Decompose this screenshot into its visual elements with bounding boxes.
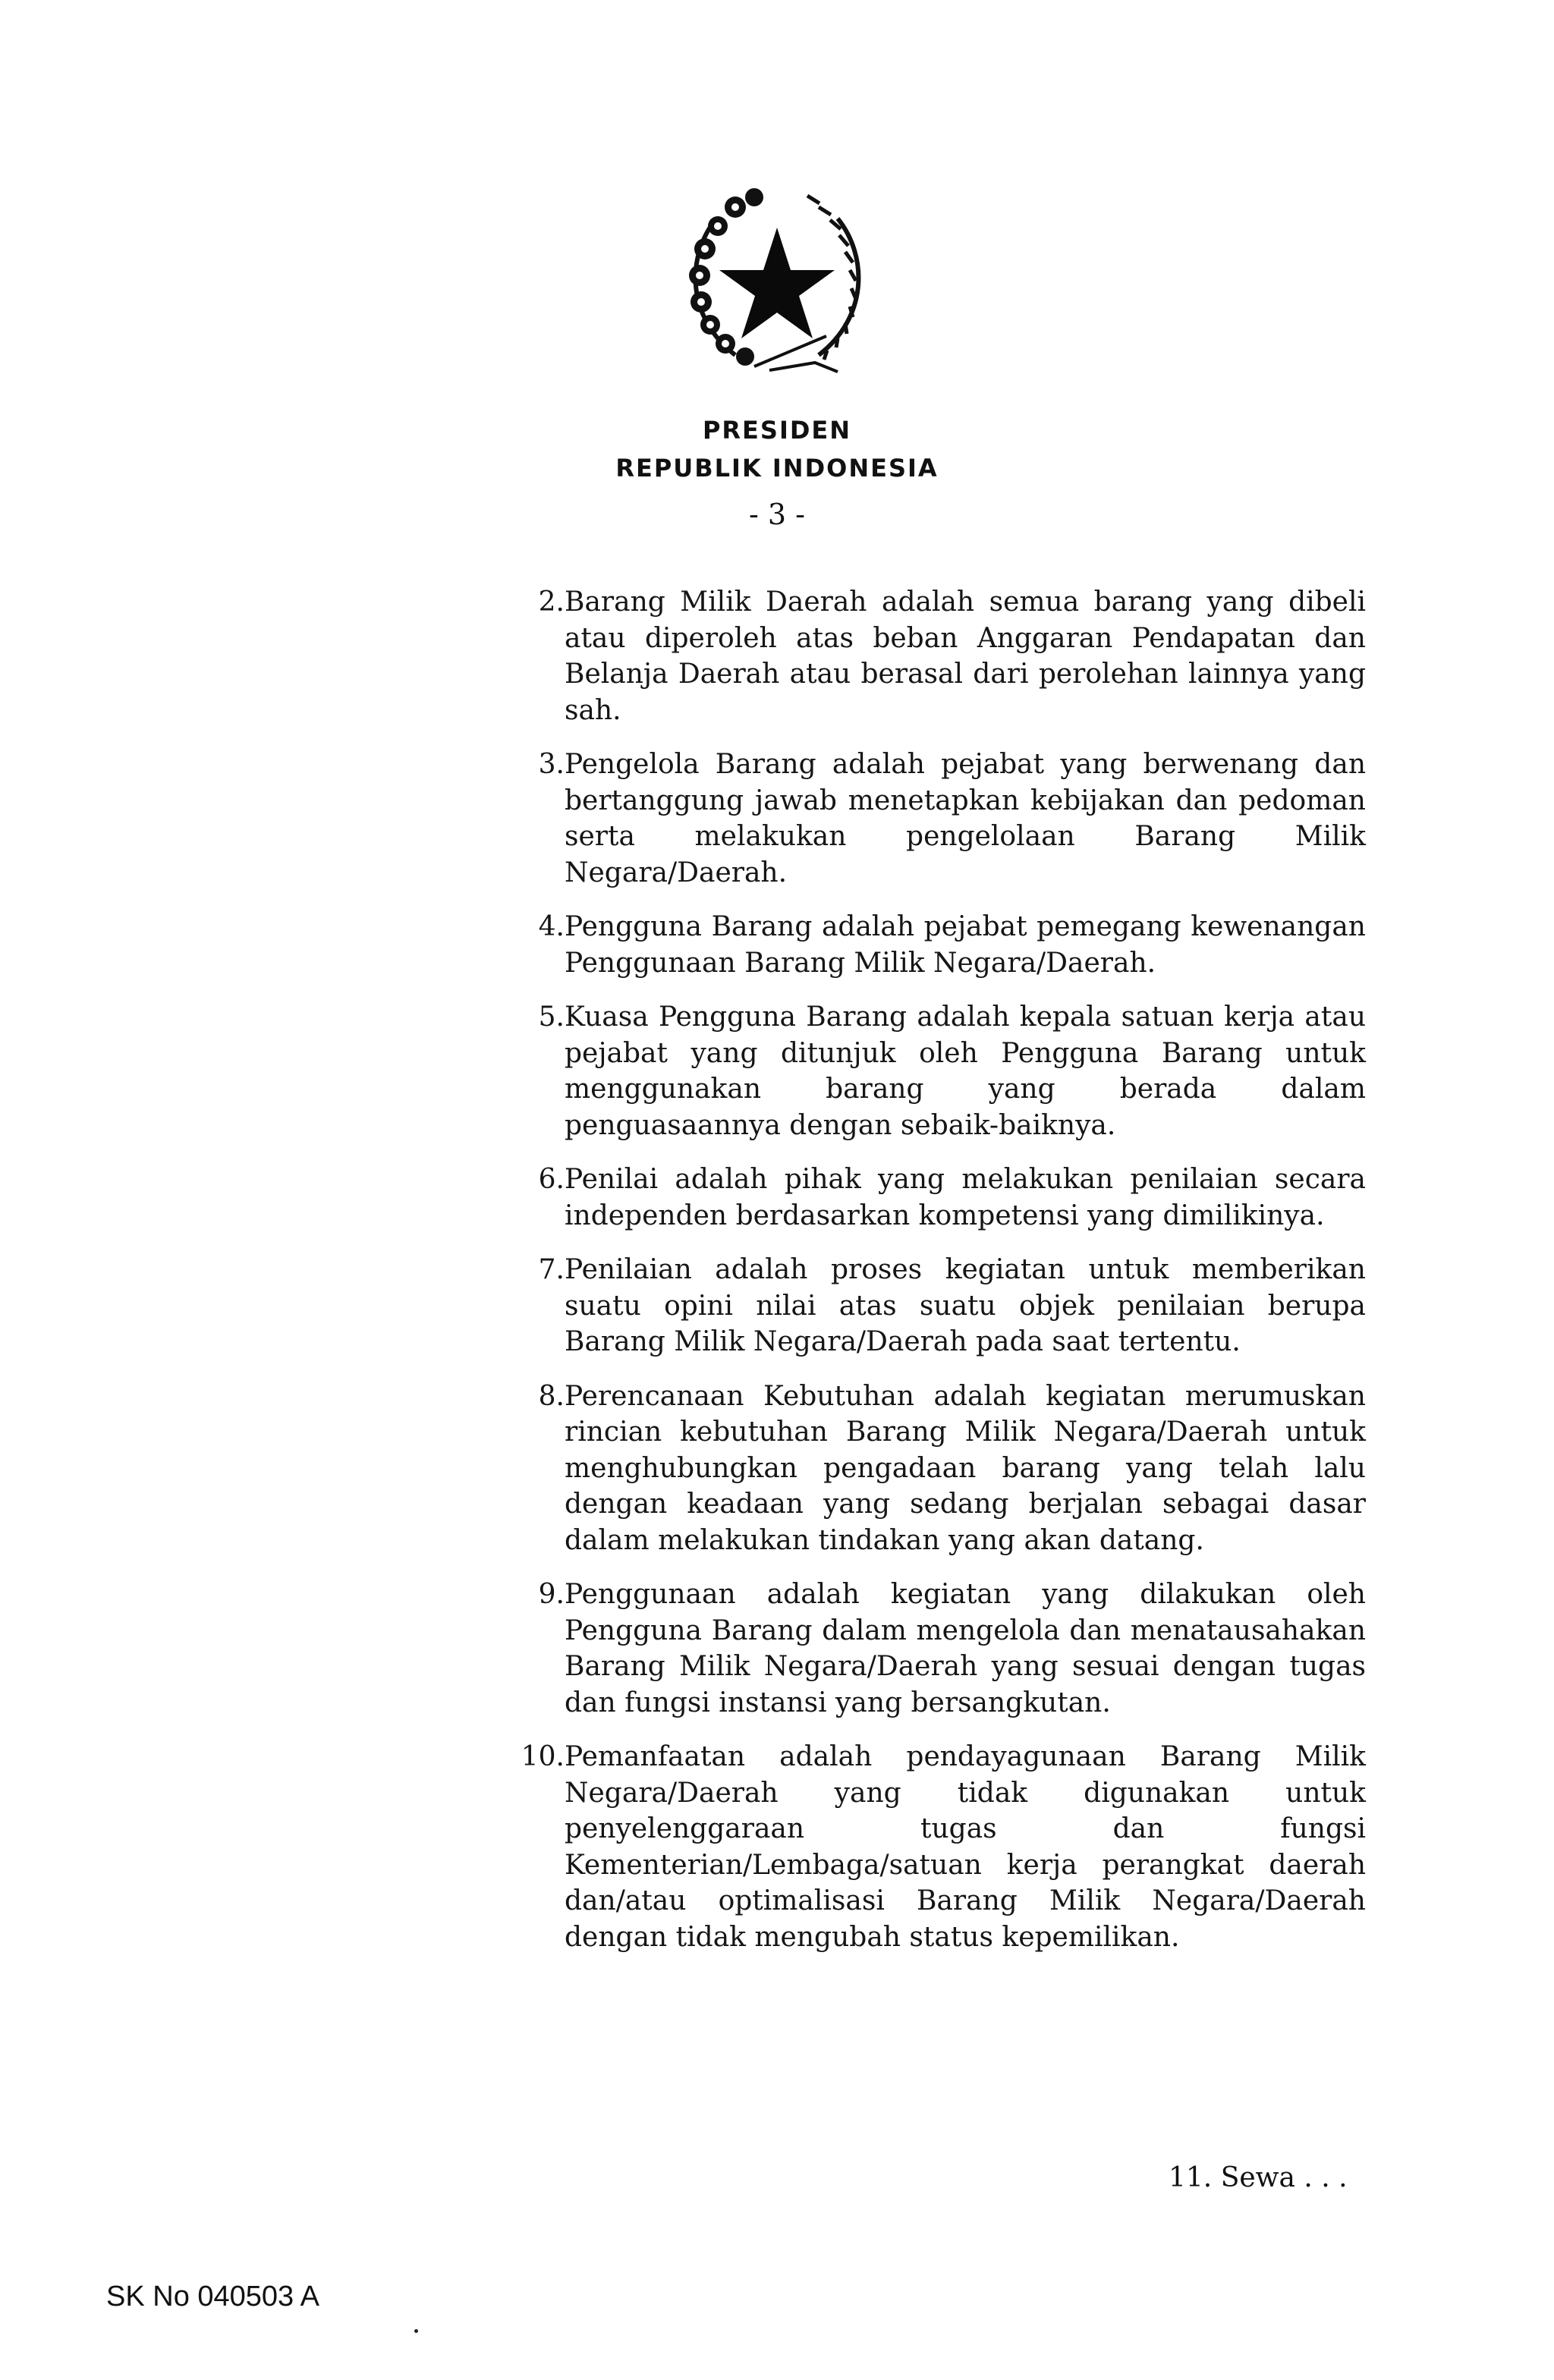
list-item <box>486 584 1366 728</box>
item-number: 7. <box>538 1254 565 1285</box>
list-item <box>486 1577 1366 1721</box>
item-number: 9. <box>538 1579 565 1610</box>
item-number: 6. <box>538 1164 565 1195</box>
list-item <box>486 747 1366 891</box>
item-text: Barang Milik Daerah adalah semua barang yang dibeli atau diperoleh atas beban Anggaran Pendapatan dan Belanja Daerah atau berasal dari perolehan lainnya yang sah. <box>565 586 1366 726</box>
item-number: 5. <box>538 1001 565 1033</box>
item-text: Penilaian adalah proses kegiatan untuk memberikan suatu opini nilai atas suatu objek penilaian berupa Barang Milik Negara/Daerah pada saat tertentu. <box>565 1254 1366 1357</box>
list-item <box>486 1739 1366 1955</box>
list-item <box>486 1252 1366 1360</box>
list-item <box>486 909 1366 981</box>
page-number: - 3 - <box>748 498 805 531</box>
item-number: 3. <box>538 749 565 780</box>
header-subtitle: REPUBLIK INDONESIA <box>615 454 939 483</box>
header-title: PRESIDEN <box>702 416 852 445</box>
item-text: Pengelola Barang adalah pejabat yang berwenang dan bertanggung jawab menetapkan kebijakan dan pedoman serta melakukan pengelolaan Barang Milik Negara/Daerah. <box>565 749 1366 888</box>
list-item <box>486 999 1366 1143</box>
continuation-marker: 11. Sewa . . . <box>1169 2162 1348 2193</box>
list-item <box>486 1379 1366 1559</box>
garuda-star-wreath-emblem-icon <box>663 173 891 393</box>
item-text: Pemanfaatan adalah pendayagunaan Barang Milik Negara/Daerah yang tidak digunakan untuk penyelenggaraan tugas dan fungsi Kementerian/Lembaga/satuan kerja perangkat daerah dan/atau optimalisasi Barang Milik Negara/Daerah dengan tidak mengubah status kepemilikan. <box>565 1741 1366 1953</box>
item-number: 4. <box>538 911 565 942</box>
item-text: Kuasa Pengguna Barang adalah kepala satuan kerja atau pejabat yang ditunjuk oleh Pengguna Barang untuk menggunakan barang yang berada dalam penguasaannya dengan sebaik-baiknya. <box>565 1001 1366 1141</box>
list-item <box>486 1162 1366 1234</box>
item-text: Penggunaan adalah kegiatan yang dilakukan oleh Pengguna Barang dalam mengelola dan menatausahakan Barang Milik Negara/Daerah yang sesuai dengan tugas dan fungsi instansi yang bersangkutan. <box>565 1579 1366 1718</box>
item-text: Perencanaan Kebutuhan adalah kegiatan merumuskan rincian kebutuhan Barang Milik Negara/Daerah untuk menghubungkan pengadaan barang yang telah lalu dengan keadaan yang sedang berjalan sebagai dasar dalam melakukan tindakan yang akan datang. <box>565 1380 1366 1556</box>
item-number: 2. <box>538 586 565 618</box>
scan-speck <box>414 2329 418 2333</box>
item-text: Pengguna Barang adalah pejabat pemegang kewenangan Penggunaan Barang Milik Negara/Daerah. <box>565 911 1366 979</box>
definition-list <box>486 584 1366 1973</box>
document-reference: SK No 040503 A <box>106 2281 319 2312</box>
item-number: 8. <box>538 1380 565 1412</box>
item-text: Penilai adalah pihak yang melakukan penilaian secara independen berdasarkan kompetensi yang dimilikinya. <box>565 1164 1366 1231</box>
item-number: 10. <box>521 1741 565 1772</box>
